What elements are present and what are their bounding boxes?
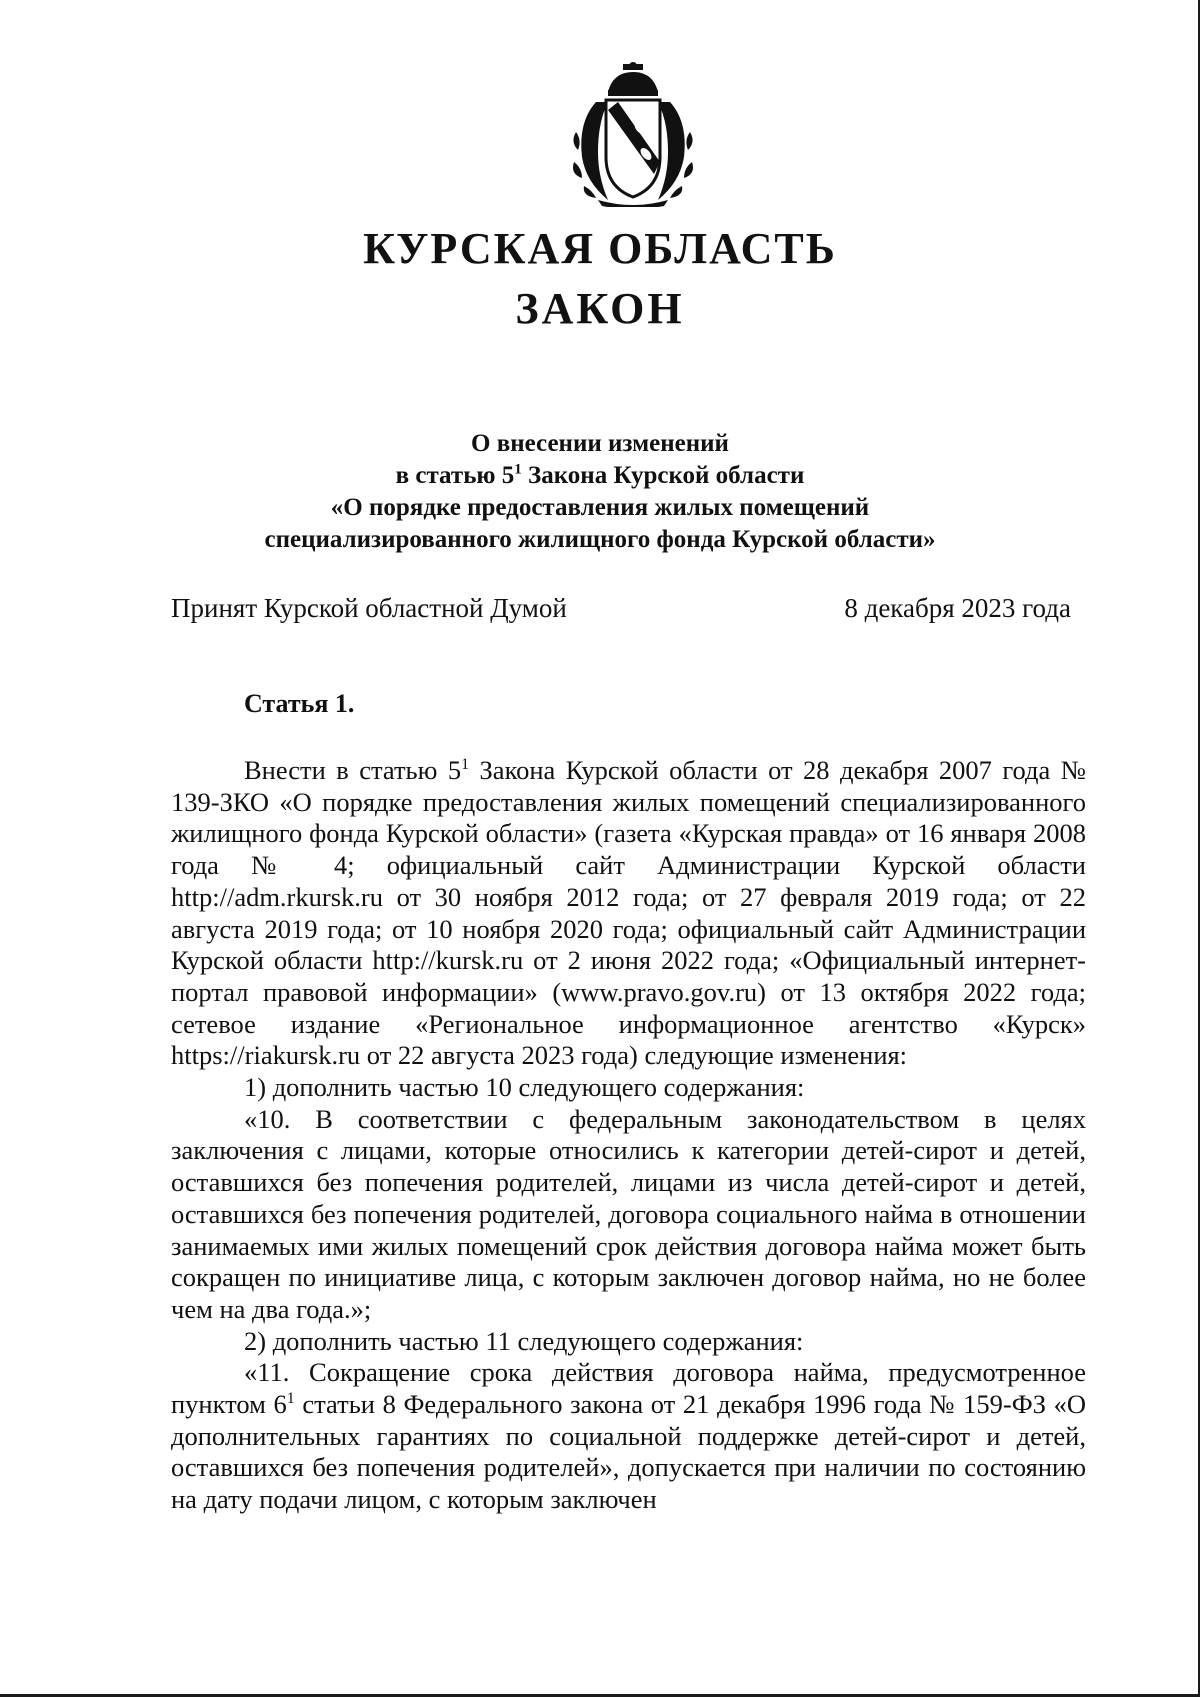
law-title-line-2-text: в статью 5 bbox=[395, 462, 515, 489]
law-title-line-3: «О порядке предоставления жилых помещений bbox=[330, 494, 870, 521]
law-title bbox=[0, 428, 1200, 556]
adopted-by: Принят Курской областной Думой bbox=[171, 593, 567, 623]
superscript: 1 bbox=[286, 1390, 295, 1408]
article-intro bbox=[171, 755, 1086, 1072]
law-title-line-4: специализированного жилищного фонда Курской области» bbox=[264, 526, 936, 553]
document-type: ЗАКОН bbox=[515, 284, 685, 333]
law-title-line-2 bbox=[0, 460, 1200, 492]
part-10-text: «10. В соответствии с федеральным законодательством в целях заключения с лицами, которые относились к категории детей-сирот и детей, оставшихся без попечения родителей, лицами из числа детей-сирот и детей, оставшихся без попечения родителей, договора социального найма в отношении занимаемых ими жилых помещений срок действия договора найма может быть сокращен по инициативе лица, с которым заключен договор найма, но не более чем на два года.»; bbox=[171, 1103, 1086, 1324]
superscript: 1 bbox=[461, 756, 470, 774]
adoption-date: 8 декабря 2023 года bbox=[844, 593, 1071, 623]
amendment-item-1: 1) дополнить частью 10 следующего содержания: bbox=[244, 1072, 805, 1103]
part-11-text-rest: статьи 8 Федерального закона от 21 декабря 1996 года № 159-ФЗ «О дополнительных гарантиях по социальной поддержке детей-сирот и детей, оставшихся без попечения родителей», допускается при наличии по состоянию на дату подачи лицом, с которым заключен bbox=[171, 1389, 1086, 1515]
article-heading: Статья 1. bbox=[244, 689, 355, 718]
part-11-text bbox=[171, 1357, 1086, 1516]
amendment-item-2: 2) дополнить частью 11 следующего содержания: bbox=[244, 1325, 804, 1356]
coat-of-arms-icon bbox=[568, 62, 698, 207]
article-body bbox=[171, 755, 1086, 1516]
part-11-text-start: «11. Сокращение срока действия договора найма, предусмотренное пунктом 6 bbox=[171, 1357, 1086, 1420]
article-intro-text: Внести в статью 5 bbox=[244, 755, 462, 785]
region-name: КУРСКАЯ ОБЛАСТЬ bbox=[363, 224, 837, 273]
law-title-line-1: О внесении изменений bbox=[471, 430, 729, 457]
article-intro-rest: Закона Курской области от 28 декабря 2007 года № 139-ЗКО «О порядке предоставления жилых помещений специализированного жилищного фонда Курской области» (газета «Курская правда» от 16 января 2008 года № 4; официальный сайт Администрации Курской области http://adm.rkursk.ru от 30 ноября 2012 года; от 27 февраля 2019 года; от 22 августа 2019 года; от 10 ноября 2020 года; официальный сайт Администрации Курской области http://kursk.ru от 2 июня 2022 года; «Официальный интернет-портал правовой информации» (www.pravo.gov.ru) от 13 октября 2022 года; сетевое издание «Региональное информационное агентство «Курск» https://riakursk.ru от 22 августа 2023 года) следующие изменения: bbox=[171, 755, 1086, 1071]
law-title-line-2-rest: Закона Курской области bbox=[521, 462, 805, 489]
superscript: 1 bbox=[514, 461, 522, 478]
